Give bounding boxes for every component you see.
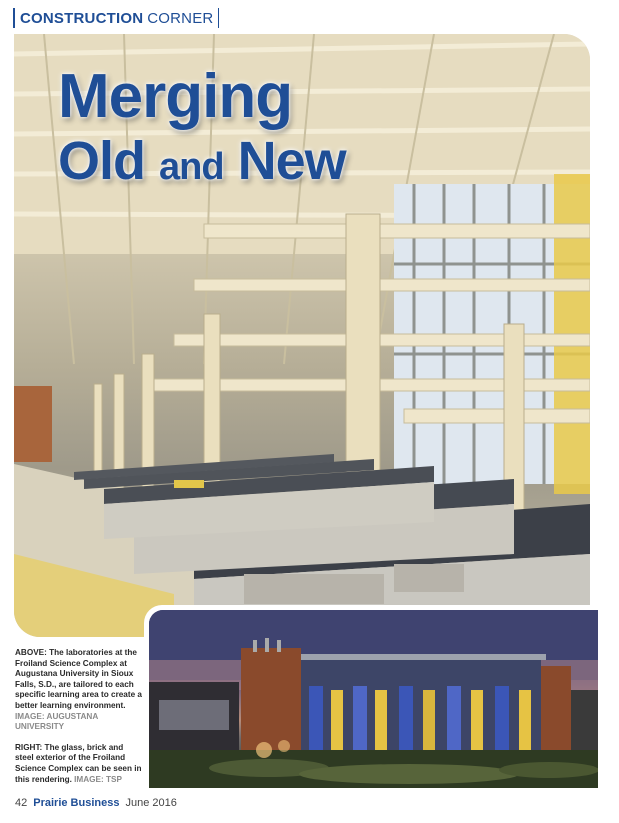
caption-above: [15, 648, 143, 733]
section-word-construction: CONSTRUCTION: [20, 9, 144, 27]
page-number: 42: [15, 797, 28, 809]
headline-line-old-and-new: [58, 131, 418, 191]
headline-word-new: New: [237, 131, 346, 191]
publication-name: Prairie Business: [33, 797, 120, 809]
caption-right: [15, 743, 143, 785]
building-illustration: [149, 610, 598, 788]
headline-word-and: and: [159, 146, 224, 188]
article-headline: [58, 62, 418, 191]
building-rendering: [149, 610, 598, 788]
issue-date: June 2016: [125, 797, 177, 809]
caption-above-text: ABOVE: The laboratories at the Froiland Science Complex at Augustana University in Sioux Falls, S.D., are tailored to each specific learning area to create a better learning environment.: [15, 648, 142, 710]
headline-word-old: Old: [58, 131, 145, 191]
section-header: [13, 8, 213, 28]
caption-right-credit: IMAGE: TSP: [74, 774, 122, 784]
caption-above-credit: IMAGE: AUGUSTANA UNIVERSITY: [15, 711, 98, 732]
caption-right-text: RIGHT: The glass, brick and steel exterior of the Froiland Science Complex can be seen in this rendering.: [15, 742, 142, 784]
section-word-corner: CORNER: [147, 9, 214, 27]
page-footer: [15, 797, 177, 809]
photo-captions: [15, 648, 143, 795]
headline-line-merging: Merging: [58, 62, 293, 131]
